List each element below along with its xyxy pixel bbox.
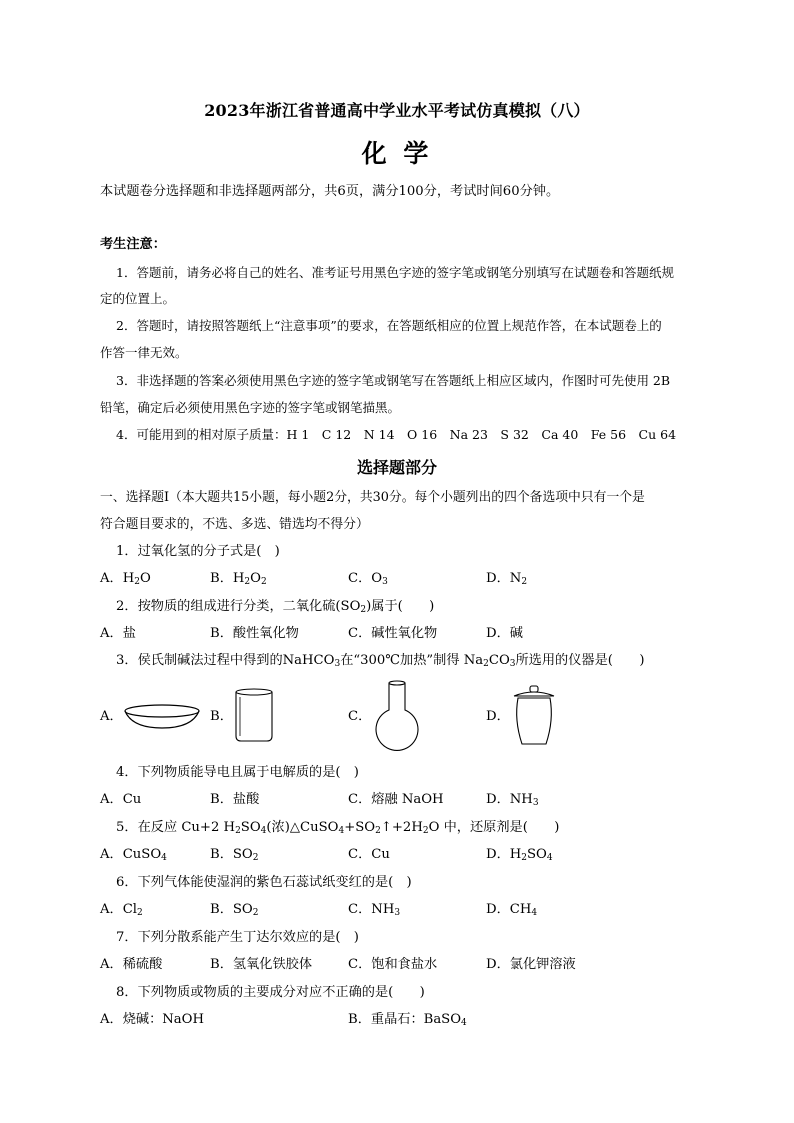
q7-option-b: B．氢氧化铁胶体 — [210, 957, 313, 972]
intro-text: 本试题卷分选择题和非选择题两部分，共6页，满分100分，考试时间60分钟。 — [100, 184, 560, 199]
q5-option-a: A．CuSO$_4$ — [100, 847, 167, 863]
section-instructions-2: 符合题目要求的，不选、多选、错选均不得分） — [100, 517, 369, 532]
crucible-icon — [508, 684, 560, 748]
q4-option-d: D．$NH_3$ — [486, 792, 539, 808]
q2-option-c: C．碱性氧化物 — [348, 626, 438, 641]
notice-heading: 考生注意： — [100, 237, 166, 252]
notice-line-6: 铅笔，确定后必须使用黑色字迹的签字笔或钢笔描黑。 — [100, 400, 401, 415]
section-title: 选择题部分 — [356, 458, 437, 477]
q3-option-b: B． — [210, 709, 233, 724]
q3-option-a: A． — [100, 709, 123, 724]
q7-option-c: C．饱和食盐水 — [348, 957, 438, 972]
q4-option-b: B．盐酸 — [210, 792, 260, 807]
q3-option-c: C． — [348, 709, 372, 724]
question-3-stem: 3．侯氏制碱法过程中得到的NaHCO$_3$在“300℃加热”制得 $Na_2CO_3$所选用的仪器是( ) — [116, 653, 645, 669]
question-6-stem: 6．下列气体能使湿润的紫色石蕊试纸变红的是( ) — [116, 875, 412, 890]
q1-option-b: B．$H_2O_2$ — [210, 571, 267, 587]
exam-title: 2023年浙江省普通高中学业水平考试仿真模拟（八） — [204, 101, 590, 120]
q2-option-b: B．酸性氧化物 — [210, 626, 299, 641]
question-8-stem: 8．下列物质或物质的主要成分对应不正确的是( ) — [116, 985, 425, 1000]
q4-option-c: C．熔融 NaOH — [348, 792, 444, 807]
question-7-stem: 7．下列分散系能产生丁达尔效应的是( ) — [116, 930, 359, 945]
notice-line-5: 3．非选择题的答案必须使用黑色字迹的签字笔或钢笔写在答题纸上相应区域内，作图时可先使用 2B — [116, 373, 671, 388]
round-bottom-flask-icon — [370, 680, 424, 754]
notice-line-1: 1．答题前，请务必将自己的姓名、准考证号用黑色字迹的签字笔或钢笔分别填写在试题卷和答题纸规 — [116, 265, 674, 280]
notice-line-7: 4．可能用到的相对原子质量：H 1 C 12 N 14 O 16 Na 23 S 32 Ca 40 Fe 56 Cu 64 — [116, 427, 677, 442]
question-4-stem: 4．下列物质能导电且属于电解质的是( ) — [116, 765, 359, 780]
notice-line-4: 作答一律无效。 — [100, 345, 188, 360]
notice-line-3: 2．答题时，请按照答题纸上“注意事项”的要求，在答题纸相应的位置上规范作答，在本试题卷上的 — [116, 318, 662, 333]
q8-option-a: A．烧碱：NaOH — [100, 1012, 204, 1027]
question-5-stem: 5．在反应 Cu+2 $H_2SO_4$(浓)$\triangle CuSO_4+SO_2↑+2H_2O$ 中，还原剂是( ) — [116, 820, 560, 836]
question-2-stem: 2．按物质的组成进行分类，二氧化硫$(SO_2)$属于( ) — [116, 599, 435, 615]
section-instructions-1: 一、选择题Ⅰ（本大题共15小题，每小题2分，共30分。每个小题列出的四个备选项中只有一个是 — [100, 490, 645, 505]
q4-option-a: A．Cu — [100, 792, 142, 807]
question-1-stem: 1．过氧化氢的分子式是( ) — [116, 544, 280, 559]
q3-option-d: D． — [486, 709, 510, 724]
q5-option-d: D．$H_2SO_4$ — [486, 847, 553, 863]
beaker-icon — [232, 688, 276, 744]
q5-option-c: C．Cu — [348, 847, 390, 862]
q6-option-c: C．$NH_3$ — [348, 902, 401, 918]
notice-line-2: 定的位置上。 — [100, 291, 176, 306]
subject-heading: 化 学 — [361, 139, 433, 168]
q1-option-c: C．$O_3$ — [348, 571, 388, 587]
evaporating-dish-icon — [122, 702, 202, 732]
q6-option-d: D．$CH_4$ — [486, 902, 538, 918]
q8-option-b: B．重晶石：BaSO$_4$ — [348, 1012, 467, 1028]
q5-option-b: B．$SO_2$ — [210, 847, 259, 863]
q6-option-b: B．$SO_2$ — [210, 902, 259, 918]
q7-option-d: D．氯化钾溶液 — [486, 957, 576, 972]
q6-option-a: A．$Cl_2$ — [100, 902, 143, 918]
q2-option-a: A．盐 — [100, 626, 136, 641]
q1-option-a: A．$H_2O$ — [100, 571, 151, 587]
q7-option-a: A．稀硫酸 — [100, 957, 163, 972]
q1-option-d: D．$N_2$ — [486, 571, 528, 587]
q2-option-d: D．碱 — [486, 626, 523, 641]
